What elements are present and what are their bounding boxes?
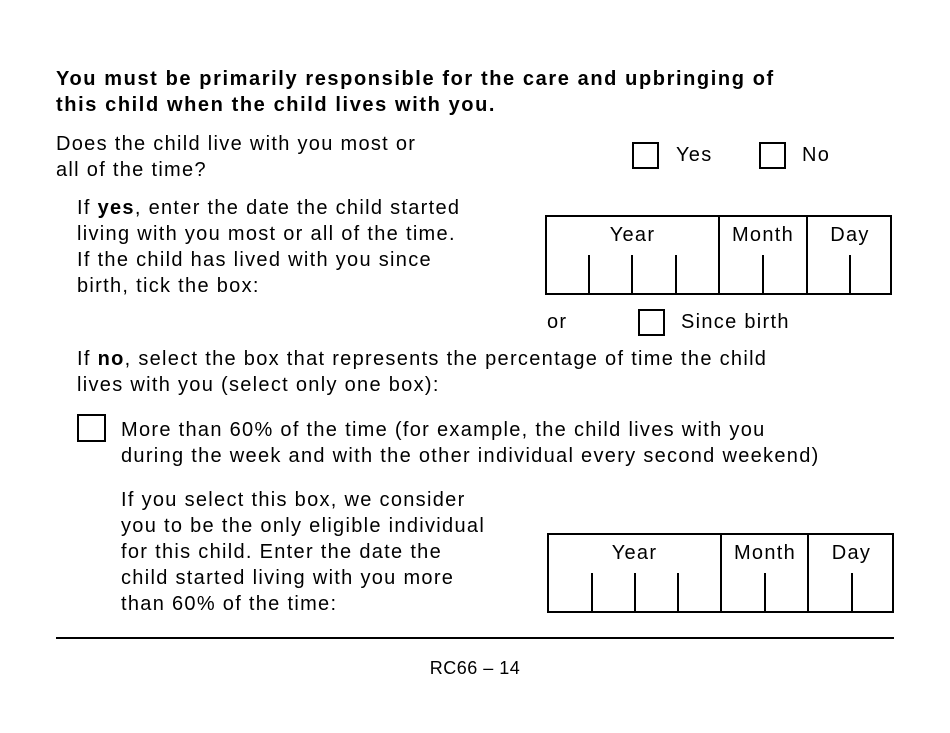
if-yes-line-1-rest: , enter the date the child started	[134, 197, 461, 219]
day-field-2[interactable]	[807, 535, 894, 611]
year-label-2: Year	[611, 542, 658, 564]
if-yes-line-4: birth, tick the box:	[77, 275, 260, 297]
if-yes-prefix: If	[77, 197, 98, 219]
month-label-2: Month	[733, 542, 797, 564]
year-label-1: Year	[609, 224, 656, 246]
more-than-60-note	[121, 487, 485, 617]
month-field-1[interactable]	[718, 217, 806, 293]
month-digit-divider	[762, 255, 764, 293]
since-birth-checkbox[interactable]	[638, 309, 665, 336]
year-digit-divider	[591, 573, 593, 611]
day-label-1: Day	[830, 224, 870, 246]
note-line-1: If you select this box, we consider	[121, 489, 466, 511]
note-line-3: for this child. Enter the date the	[121, 541, 443, 563]
if-no-line-1	[77, 346, 767, 372]
if-no-line-2: lives with you (select only one box):	[77, 374, 440, 396]
section-heading	[56, 66, 916, 118]
month-label-1: Month	[731, 224, 795, 246]
yes-checkbox[interactable]	[632, 142, 659, 169]
no-checkbox[interactable]	[759, 142, 786, 169]
since-birth-label: Since birth	[681, 311, 790, 333]
if-no-line-1-rest: , select the box that represents the percentage of time the child	[124, 348, 768, 370]
date-entry-box-2	[547, 533, 894, 613]
year-field-2[interactable]	[549, 535, 720, 611]
question-line-1: Does the child live with you most or	[56, 133, 417, 155]
day-digit-divider	[849, 255, 851, 293]
date-entry-box-1	[545, 215, 892, 295]
no-label: No	[802, 144, 831, 166]
note-line-4: child started living with you more	[121, 567, 455, 589]
more-than-60-line-1: More than 60% of the time (for example, the child lives with you	[121, 419, 766, 441]
month-digit-divider	[764, 573, 766, 611]
page-number: RC66 – 14	[429, 658, 521, 678]
yes-label: Yes	[676, 144, 713, 166]
day-label-2: Day	[831, 542, 872, 564]
day-digit-divider	[851, 573, 853, 611]
if-no-prefix: If	[77, 348, 98, 370]
if-yes-line-3: If the child has lived with you since	[77, 249, 432, 271]
if-yes-keyword: yes	[97, 197, 135, 219]
heading-line-1: You must be primarily responsible for the care and upbringing of	[56, 68, 775, 90]
year-digit-divider	[634, 573, 636, 611]
year-digit-divider	[677, 573, 679, 611]
year-field-1[interactable]	[547, 217, 718, 293]
more-than-60-checkbox[interactable]	[77, 414, 106, 442]
if-yes-line-1	[77, 195, 460, 221]
if-yes-line-2: living with you most or all of the time.	[77, 223, 456, 245]
or-label: or	[547, 311, 568, 333]
year-digit-divider	[631, 255, 633, 293]
day-field-1[interactable]	[806, 217, 892, 293]
note-line-2: you to be the only eligible individual	[121, 515, 486, 537]
footer-divider	[56, 637, 894, 639]
if-yes-instructions	[77, 195, 460, 299]
question-line-2: all of the time?	[56, 159, 207, 181]
year-digit-divider	[588, 255, 590, 293]
note-line-5: than 60% of the time:	[121, 593, 338, 615]
if-no-instructions	[77, 346, 767, 398]
year-digit-divider	[675, 255, 677, 293]
month-field-2[interactable]	[720, 535, 808, 611]
heading-line-2: this child when the child lives with you.	[56, 94, 497, 116]
more-than-60-label	[121, 417, 820, 469]
question-lives-with-you	[56, 131, 416, 183]
more-than-60-line-2: during the week and with the other individual every second weekend)	[121, 445, 820, 467]
if-no-keyword: no	[97, 348, 125, 370]
